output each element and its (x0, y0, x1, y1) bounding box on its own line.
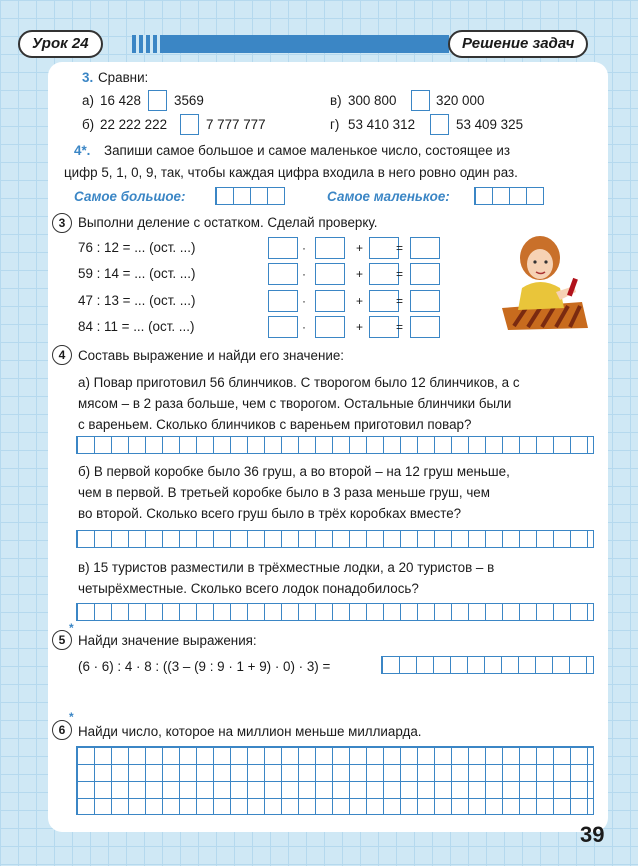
compare-title: Сравни: (98, 70, 149, 85)
compare-b-right: 7 777 777 (206, 117, 266, 132)
compare-g-right: 53 409 325 (456, 117, 524, 132)
operator-dot: · (302, 294, 306, 308)
problem-a-answer-cells[interactable] (76, 436, 594, 454)
check-answer-box[interactable] (268, 290, 298, 312)
problem-v-line1: в) 15 туристов разместили в трёхместные лодки, а 20 туристов – в (78, 560, 495, 575)
check-answer-box[interactable] (369, 237, 399, 259)
operator-plus: + (356, 267, 364, 281)
section-6-badge: 6 (52, 720, 72, 740)
check-answer-box[interactable] (268, 316, 298, 338)
operator-eq: = (396, 320, 404, 334)
division-expression: 76 : 12 = ... (ост. ...) (78, 240, 196, 255)
operator-eq: = (396, 267, 404, 281)
section-4-title: Составь выражение и найди его значение: (78, 348, 345, 363)
section-6-title: Найди число, которое на миллион меньше миллиарда. (78, 724, 422, 739)
problem-v-answer-cells[interactable] (76, 603, 594, 621)
compare-b-label: б) (82, 117, 95, 132)
smallest-label: Самое маленькое: (327, 189, 450, 204)
operator-eq: = (396, 241, 404, 255)
compare-v-right: 320 000 (436, 93, 485, 108)
compare-number: 3. (82, 70, 94, 85)
compare-a-label: а) (82, 93, 94, 108)
largest-label: Самое большое: (74, 189, 186, 204)
section-6-answer-grid[interactable] (76, 746, 594, 815)
check-answer-box[interactable] (315, 290, 345, 312)
problem-b-line2: чем в первой. В третьей коробке было в 3 раза меньше груш, чем (78, 485, 490, 500)
digits-task-line2: цифр 5, 1, 0, 9, так, чтобы каждая цифра входила в него ровно один раз. (64, 165, 518, 180)
section-3-title: Выполни деление с остатком. Сделай проверку. (78, 215, 378, 230)
section-5-star: * (69, 621, 74, 635)
operator-dot: · (302, 267, 306, 281)
compare-a-sign-box[interactable] (148, 90, 167, 111)
compare-v-label: в) (330, 93, 342, 108)
check-answer-box[interactable] (369, 263, 399, 285)
division-expression: 47 : 13 = ... (ост. ...) (78, 293, 196, 308)
header-stripe (132, 35, 449, 53)
section-6-star: * (69, 710, 74, 724)
operator-dot: · (302, 320, 306, 334)
compare-v-sign-box[interactable] (411, 90, 430, 111)
problem-a-line2: мясом – в 2 раза больше, чем с творогом. Остальные блинчики были (78, 396, 512, 411)
section-4-badge: 4 (52, 345, 72, 365)
check-answer-box[interactable] (410, 290, 440, 312)
largest-answer-cells[interactable] (215, 187, 285, 205)
check-answer-box[interactable] (410, 263, 440, 285)
check-answer-box[interactable] (315, 263, 345, 285)
page-number: 39 (580, 822, 605, 847)
check-answer-box[interactable] (410, 237, 440, 259)
check-answer-box[interactable] (315, 237, 345, 259)
girl-drawing-illustration (500, 230, 590, 330)
section-5-title: Найди значение выражения: (78, 633, 257, 648)
section-5-badge: 5 (52, 630, 72, 650)
topic-tag: Решение задач (448, 30, 588, 58)
operator-dot: · (302, 241, 306, 255)
compare-g-sign-box[interactable] (430, 114, 449, 135)
check-answer-box[interactable] (268, 237, 298, 259)
check-answer-box[interactable] (369, 316, 399, 338)
smallest-answer-cells[interactable] (474, 187, 544, 205)
check-answer-box[interactable] (369, 290, 399, 312)
compare-b-sign-box[interactable] (180, 114, 199, 135)
problem-a-line3: с вареньем. Сколько блинчиков с вареньем приготовил повар? (78, 417, 472, 432)
check-answer-box[interactable] (315, 316, 345, 338)
operator-plus: + (356, 320, 364, 334)
operator-plus: + (356, 241, 364, 255)
problem-b-answer-cells[interactable] (76, 530, 594, 548)
compare-b-left: 22 222 222 (100, 117, 168, 132)
digits-task-number: 4*. (74, 143, 91, 158)
digits-task-line1: Запиши самое большое и самое маленькое число, состоящее из (104, 143, 510, 158)
division-expression: 84 : 11 = ... (ост. ...) (78, 319, 195, 334)
problem-v-line2: четырёхместные. Сколько всего лодок понадобилось? (78, 581, 419, 596)
expression: (6 · 6) : 4 · 8 : ((3 – (9 : 9 · 1 + 9) · 0) · 3) = (78, 659, 331, 674)
problem-a-line1: а) Повар приготовил 56 блинчиков. С творогом было 12 блинчиков, а с (78, 375, 520, 390)
division-expression: 59 : 14 = ... (ост. ...) (78, 266, 196, 281)
lesson-tag: Урок 24 (18, 30, 103, 58)
compare-a-right: 3569 (174, 93, 204, 108)
check-answer-box[interactable] (410, 316, 440, 338)
expression-answer-cells[interactable] (381, 656, 594, 674)
problem-b-line1: б) В первой коробке было 36 груш, а во второй – на 12 груш меньше, (78, 464, 510, 479)
compare-a-left: 16 428 (100, 93, 141, 108)
compare-v-left: 300 800 (348, 93, 397, 108)
compare-g-left: 53 410 312 (348, 117, 416, 132)
operator-plus: + (356, 294, 364, 308)
check-answer-box[interactable] (268, 263, 298, 285)
problem-b-line3: во второй. Сколько всего груш было в трёх коробках вместе? (78, 506, 462, 521)
operator-eq: = (396, 294, 404, 308)
section-3-badge: 3 (52, 213, 72, 233)
compare-g-label: г) (330, 117, 340, 132)
